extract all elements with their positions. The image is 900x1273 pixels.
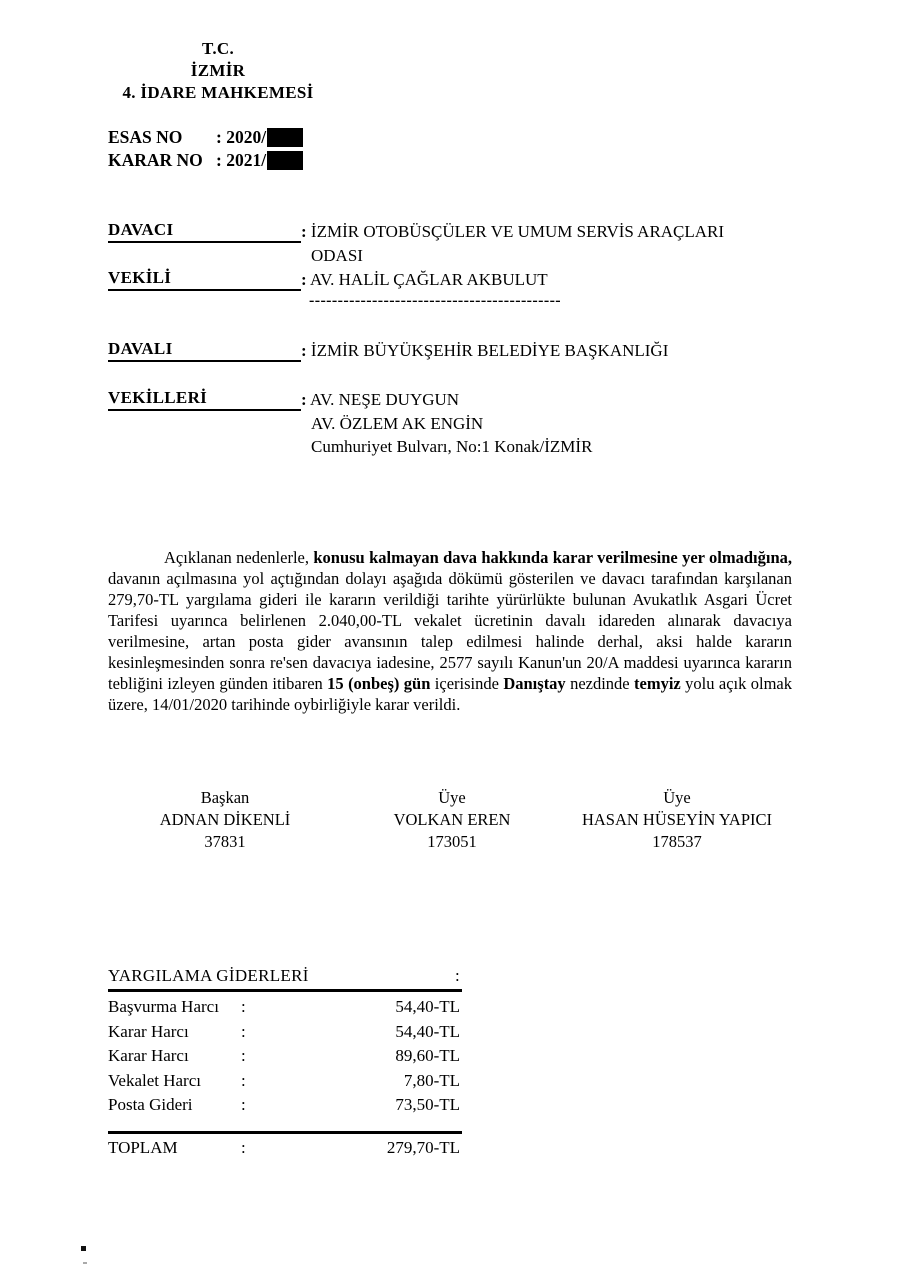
signature-name: ADNAN DİKENLİ (159, 810, 291, 829)
cost-row-karar-harci-2: Karar Harcı : 89,60-TL (108, 1046, 460, 1065)
cost-row-basvurma-harci: Başvurma Harcı : 54,40-TL (108, 997, 460, 1016)
karar-no-value-prefix: 2021/ (226, 150, 267, 170)
signature-number: 173051 (427, 832, 477, 851)
total-value: 279,70-TL (386, 1137, 460, 1157)
signature-member-2 (562, 787, 792, 853)
signature-name: VOLKAN EREN (393, 810, 511, 829)
case-numbers-block (108, 126, 303, 172)
plaintiff-counsel-label: VEKİLİ (108, 268, 301, 291)
signature-president (108, 787, 342, 853)
signature-number: 178537 (652, 832, 702, 851)
dashed-separator: -------------------------------------------- (309, 292, 562, 309)
signature-block (108, 787, 792, 853)
plaintiff-counsel-line-1: : AV. HALİL ÇAĞLAR AKBULUT (301, 270, 548, 289)
defendant-counsel-line-2: AV. ÖZLEM AK ENGİN (311, 413, 484, 433)
signature-number: 37831 (204, 832, 246, 851)
esas-no-row (108, 126, 303, 149)
signature-title: Başkan (200, 788, 250, 807)
city-label: İZMİR (190, 61, 246, 80)
esas-no-colon: : (216, 127, 222, 147)
signature-name: HASAN HÜSEYİN YAPICI (581, 810, 773, 829)
total-colon: : (241, 1137, 246, 1157)
cost-row-posta-gideri: Posta Gideri : 73,50-TL (108, 1095, 460, 1114)
defendant-counsel-value (301, 388, 796, 459)
defendant-counsel-line-1: : AV. NEŞE DUYGUN (301, 390, 460, 409)
costs-table-total-row (108, 1131, 462, 1161)
signature-title: Üye (438, 788, 466, 807)
defendant-counsel-line-3: Cumhuriyet Bulvarı, No:1 Konak/İZMİR (311, 437, 593, 456)
esas-no-redaction-box (267, 128, 303, 147)
plaintiff-counsel-value (301, 268, 796, 292)
defendant-value (301, 339, 796, 363)
costs-table-header-colon: : (454, 966, 460, 985)
total-label: TOPLAM (108, 1137, 178, 1157)
defendant-label: DAVALI (108, 339, 301, 362)
plaintiff-value (301, 220, 796, 267)
costs-table-header (108, 963, 462, 992)
plaintiff-line-1: : İZMİR OTOBÜSÇÜLER VE UMUM SERVİS ARAÇLARI (301, 222, 725, 241)
defendant-counsel-label: VEKİLLERİ (108, 388, 301, 411)
cost-row-karar-harci-1: Karar Harcı : 54,40-TL (108, 1021, 460, 1041)
republic-label: T.C. (201, 39, 235, 58)
decision-paragraph: Açıklanan nedenlerle, konusu kalmayan dava hakkında karar verilmesine yer olmadığına, davanın açılmasına yol açtığından dolayı aşağıda dökümü gösterilen ve davacı tarafından karşılanan 279,70-TL yargılama gideri ile kararın verildiği tarihte yürürlükte bulunan Avukatlık Asgari Ücret Tarifesi uyarınca belirlenen 2.040,00-TL vekalet ücretinin davalı idareden alınarak davacıya verilmesine, artan posta gider avansının talep edilmesi halinde derhal, aksi halde kararın kesinleşmesinden sonra re'sen davacıya iadesine, 2577 sayılı Kanun'un 20/A maddesi uyarınca kararın tebliğini izleyen günden itibaren 15 (onbeş) gün içerisinde Danıştay nezdinde temyiz yolu açık olmak üzere, 14/01/2020 tarihinde oybirliğiyle karar verildi. (108, 548, 792, 714)
karar-no-label: KARAR NO (108, 150, 203, 170)
karar-no-row (108, 149, 303, 172)
court-name: 4. İDARE MAHKEMESİ (122, 83, 314, 102)
karar-no-colon: : (216, 150, 222, 170)
plaintiff-line-2: ODASI (311, 245, 363, 265)
costs-table-title: YARGILAMA GİDERLERİ (108, 966, 309, 985)
signature-title: Üye (663, 788, 691, 807)
defendant-line-1: : İZMİR BÜYÜKŞEHİR BELEDİYE BAŞKANLIĞI (301, 341, 669, 360)
signature-member-1 (342, 787, 562, 853)
cost-row-vekalet-harci: Vekalet Harcı : 7,80-TL (108, 1070, 460, 1090)
esas-no-label: ESAS NO (108, 127, 183, 147)
stray-mark-dot (81, 1246, 86, 1251)
stray-mark-smudge (83, 1262, 87, 1264)
court-header (90, 38, 346, 104)
esas-no-value-prefix: 2020/ (226, 127, 267, 147)
plaintiff-label: DAVACI (108, 220, 301, 243)
costs-table (108, 963, 462, 1161)
karar-no-redaction-box (267, 151, 303, 170)
costs-table-rows (108, 992, 462, 1118)
